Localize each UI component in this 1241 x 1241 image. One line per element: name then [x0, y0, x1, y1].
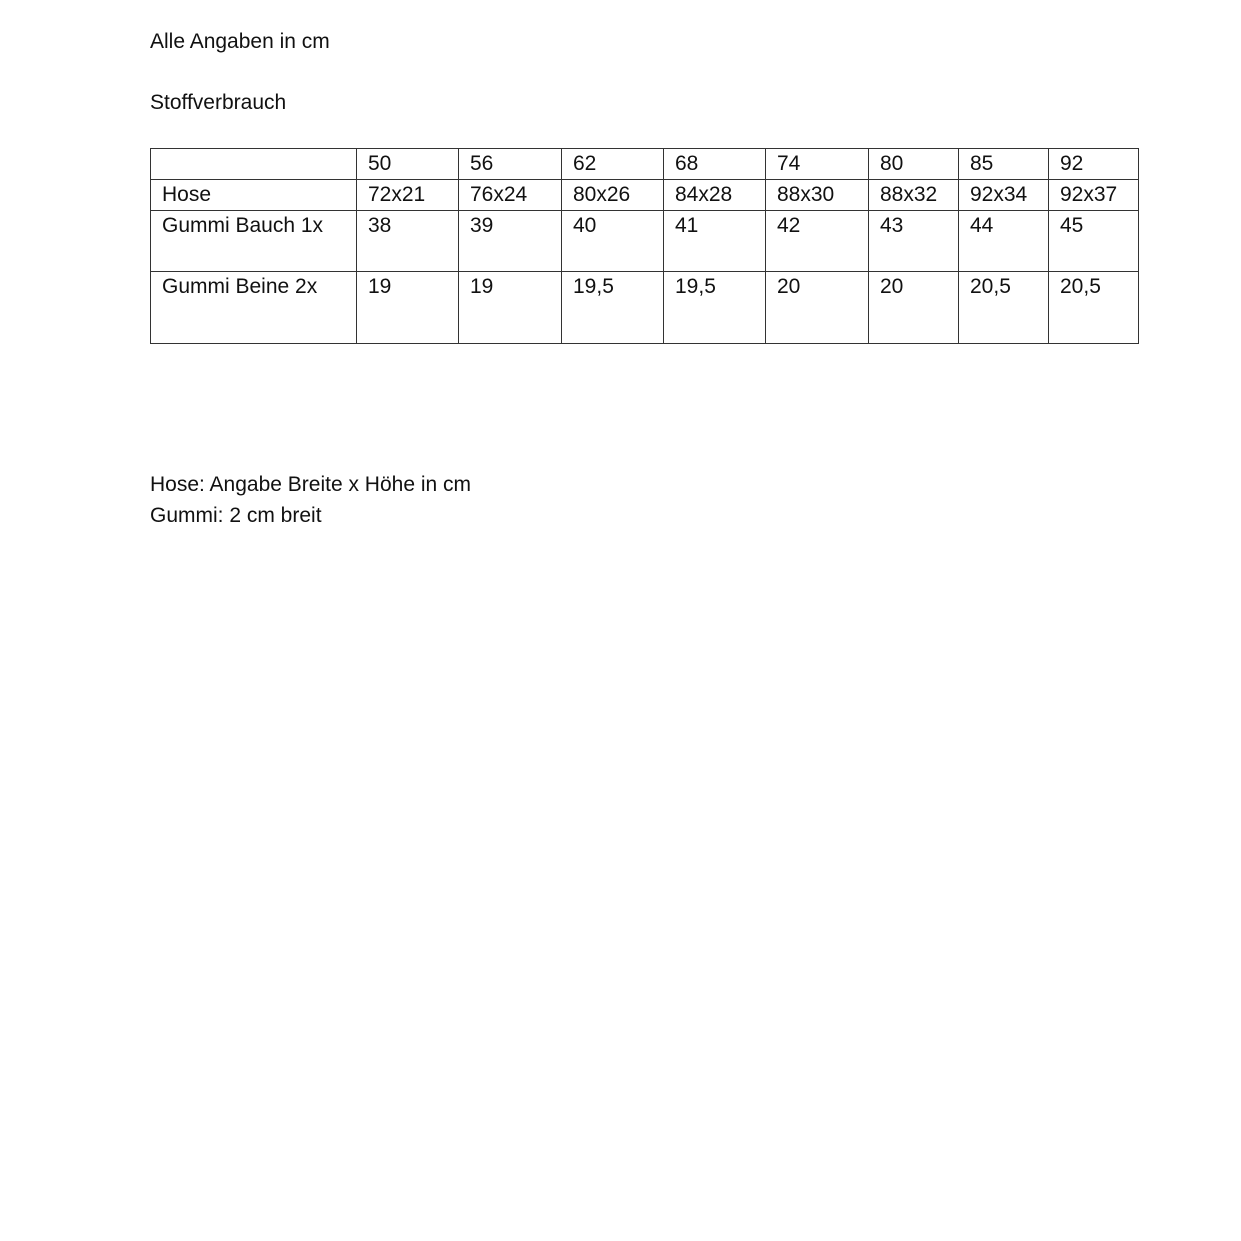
table-cell: 20	[766, 272, 869, 344]
header-cell: 68	[664, 149, 766, 180]
table-cell: 88x32	[869, 180, 959, 211]
table-cell: 44	[959, 211, 1049, 272]
table-cell: 40	[562, 211, 664, 272]
table-cell: 84x28	[664, 180, 766, 211]
table-cell: 19,5	[664, 272, 766, 344]
table-row	[151, 272, 1139, 344]
table-row	[151, 211, 1139, 272]
table-cell: 92x37	[1049, 180, 1139, 211]
table-cell: 20	[869, 272, 959, 344]
intro-text: Alle Angaben in cm	[150, 30, 330, 53]
row-label-cell: Gummi Bauch 1x	[151, 211, 357, 272]
table-cell: 76x24	[459, 180, 562, 211]
header-cell: 50	[357, 149, 459, 180]
header-cell	[151, 149, 357, 180]
table-cell: 19,5	[562, 272, 664, 344]
table-cell: 88x30	[766, 180, 869, 211]
table-cell: 41	[664, 211, 766, 272]
table-cell: 20,5	[1049, 272, 1139, 344]
fabric-usage-table	[150, 148, 1139, 344]
section-heading: Stoffverbrauch	[150, 91, 287, 114]
table-cell: 80x26	[562, 180, 664, 211]
header-cell: 85	[959, 149, 1049, 180]
table-cell: 42	[766, 211, 869, 272]
header-cell: 62	[562, 149, 664, 180]
table-cell: 19	[459, 272, 562, 344]
table-cell: 45	[1049, 211, 1139, 272]
row-label-cell: Hose	[151, 180, 357, 211]
table-cell: 38	[357, 211, 459, 272]
table-cell: 43	[869, 211, 959, 272]
header-cell: 80	[869, 149, 959, 180]
table-cell: 72x21	[357, 180, 459, 211]
table-row	[151, 180, 1139, 211]
header-cell: 92	[1049, 149, 1139, 180]
header-cell: 74	[766, 149, 869, 180]
table-cell: 19	[357, 272, 459, 344]
table-cell: 39	[459, 211, 562, 272]
row-label-cell: Gummi Beine 2x	[151, 272, 357, 344]
note-hose: Hose: Angabe Breite x Höhe in cm	[150, 473, 472, 496]
note-gummi: Gummi: 2 cm breit	[150, 504, 322, 527]
header-cell: 56	[459, 149, 562, 180]
size-header-row	[151, 149, 1139, 180]
table-cell: 20,5	[959, 272, 1049, 344]
table-cell: 92x34	[959, 180, 1049, 211]
